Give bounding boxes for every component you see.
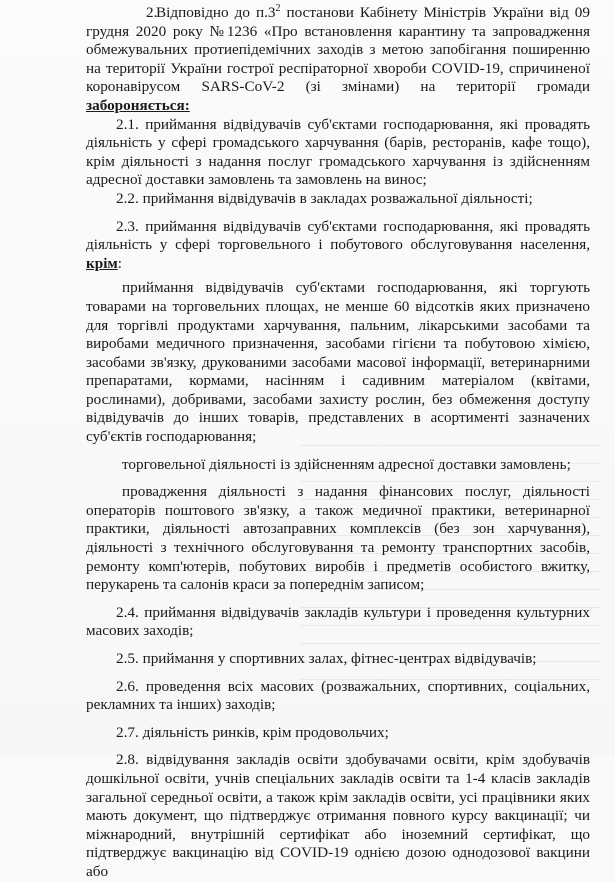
paragraph-2 [86,4,590,116]
paragraph-2-text-a: Відповідно до п.3 [156,4,276,21]
item-2-3 [86,218,590,274]
paragraph-2-text-b: постанови Кабінету Міністрів України від 09 грудня 2020 року №1236 «Про встановлення карантину та запровадження обмежувальних протиепідемічних заходів з метою запобігання поширенню на території України гострої респіраторної хвороби COVID-19, спричиненої коронавірусом SARS-CoV-2 (зі змінами) на території громади [86,4,590,96]
item-2-3-subitem-2: торговельної діяльності із здійсненням адресної доставки замовлень; [122,455,571,473]
superscript: 2 [275,2,281,14]
item-2-1: 2.1. приймання відвідувачів суб'єктами господарювання, які провадять діяльність у сфері громадського харчування (барів, ресторанів, кафе тощо), крім діяльності з надання послуг громадського харчування із здійсненням адресної доставки замовлень та замовлень на винос; [86,115,590,189]
item-2-2: 2.2. приймання відвідувачів в закладах розважальної діяльності; [116,189,533,207]
item-2-4: 2.4. приймання відвідувачів закладів культури і проведення культурних масових заходів; [86,603,590,640]
item-2-3-text: 2.3. приймання відвідувачів суб'єктами господарювання, які провадять діяльність у сфері торговельного і побутового обслуговування населення, [86,217,590,254]
item-2-8: 2.8. відвідування закладів освіти здобувачами освіти, крім здобувачів дошкільної освіти, учнів спеціальних закладів освіти та 1-4 класів закладів загальної середньої освіти, а також крім закладів освіти, усі працівники яких мають документ, що підтверджує отримання повного курсу вакцинації; чи міжнародний, внутрішній сертифікат або іноземний сертифікат, що підтверджує вакцинацію від COVID-19 однією дозою однодозової вакцини або [86,751,590,880]
item-2-6: 2.6. проведення всіх масових (розважальних, спортивних, соціальних, рекламних та інших) заходів; [86,677,590,714]
item-2-3-subitem-1: приймання відвідувачів суб'єктами господарювання, які торгують товарами на торговельних площах, не менше 60 відсотків яких призначено для торгівлі продуктами харчування, пальним, лікарськими засобами та виробами медичного призначення, засобами гігієни та побутовою хімією, засобами зв'язку, друкованими засобами масової інформації, ветеринарними препаратами, кормами, насінням і садивним матеріалом (квітами, рослинами), добривами, засобами захисту рослин, без обмеження доступу відвідувачів до інших товарів, представлених в асортименті зазначених суб'єктів господарювання; [86,279,590,446]
paragraph-number: 2. [146,4,158,21]
item-2-5: 2.5. приймання у спортивних залах, фітнес-центрах відвідувачів; [116,650,537,667]
except-emphasis: крім [86,254,118,272]
document-body [86,4,590,882]
item-2-3-colon: : [117,254,122,272]
item-2-7: 2.7. діяльність ринків, крім продовольчих; [116,723,389,741]
prohibited-emphasis: забороняється: [86,96,190,114]
item-2-3-subitem-3: провадження діяльності з надання фінансових послуг, діяльності операторів поштового зв'язку, а також медичної практики, ветеринарної практики, діяльності автозаправних комплексів (без зон харчування), діяльності з технічного обслуговування та ремонту транспортних засобів, ремонту комп'ютерів, побутових виробів і предметів особистого вжитку, перукарень та салонів краси за попереднім записом; [86,483,590,594]
